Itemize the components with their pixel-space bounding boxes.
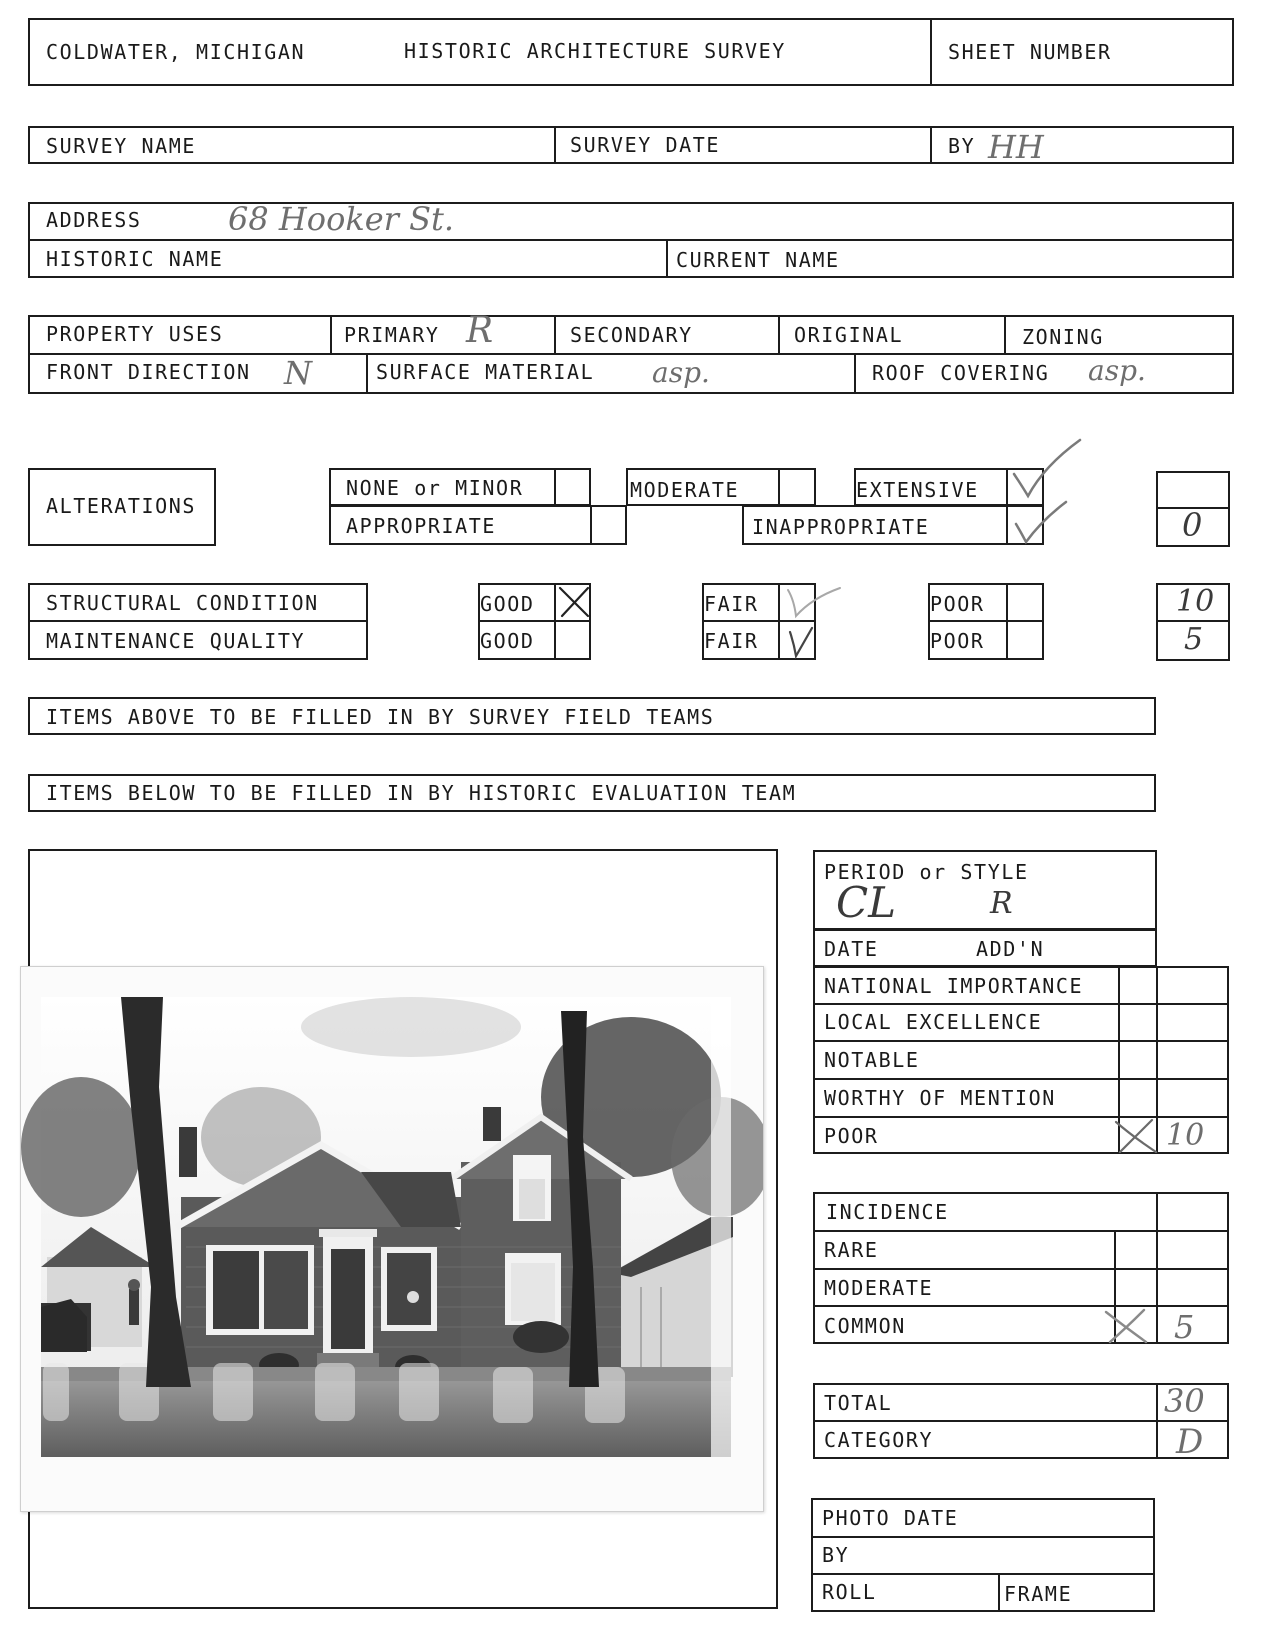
- inappropriate-label: INAPPROPRIATE: [752, 515, 930, 539]
- photo-by-label: BY: [822, 1543, 850, 1567]
- structural-poor-label: POOR: [930, 592, 985, 616]
- inappropriate-check-mark: [1012, 498, 1072, 548]
- roof-covering-value: asp.: [1088, 354, 1146, 387]
- frame-label: FRAME: [1004, 1582, 1073, 1606]
- importance-row-3: [813, 1078, 1229, 1080]
- property-divider-2: [554, 315, 556, 353]
- property-divider-3: [778, 315, 780, 353]
- period-value-2: R: [990, 886, 1013, 921]
- poor-divider-h: [928, 620, 1044, 622]
- property-divider-h: [28, 353, 1234, 355]
- survey-by-value: HH: [988, 128, 1044, 166]
- zoning-label: ZONING: [1022, 325, 1104, 349]
- none-minor-label: NONE or MINOR: [346, 476, 524, 500]
- extensive-label: EXTENSIVE: [856, 478, 979, 502]
- incidence-label: INCIDENCE: [826, 1200, 949, 1224]
- front-direction-value: N: [284, 354, 312, 392]
- structural-score: 10: [1176, 584, 1215, 619]
- appropriate-label: APPROPRIATE: [346, 514, 497, 538]
- national-importance-label: NATIONAL IMPORTANCE: [824, 974, 1084, 998]
- roof-covering-label: ROOF COVERING: [872, 361, 1050, 385]
- total-value: 30: [1164, 1382, 1205, 1420]
- current-name-label: CURRENT NAME: [676, 248, 840, 272]
- house-photo-image: [21, 967, 763, 1511]
- address-label: ADDRESS: [46, 208, 142, 232]
- address-divider-h: [28, 239, 1234, 241]
- maintenance-fair-check-mark: [786, 622, 822, 662]
- alterations-label: ALTERATIONS: [46, 494, 197, 518]
- property-divider-6: [854, 353, 856, 394]
- appropriate-divider: [590, 505, 592, 545]
- surface-material-label: SURFACE MATERIAL: [376, 360, 595, 384]
- structural-fair-label: FAIR: [704, 592, 759, 616]
- survey-divider-1: [554, 126, 556, 164]
- items-below-note: ITEMS BELOW TO BE FILLED IN BY HISTORIC EVALUATION TEAM: [46, 781, 797, 805]
- alterations-score: 0: [1182, 506, 1203, 544]
- structural-good-label: GOOD: [480, 592, 535, 616]
- photo-info-row-2: [811, 1573, 1155, 1575]
- incidence-row-3: [813, 1305, 1229, 1307]
- property-divider-4: [1004, 315, 1006, 353]
- moderate-alt-divider: [778, 468, 780, 506]
- rare-label: RARE: [824, 1238, 879, 1262]
- maintenance-good-label: GOOD: [480, 629, 535, 653]
- address-divider-v: [666, 239, 668, 278]
- common-x-mark: [1100, 1308, 1156, 1344]
- roll-label: ROLL: [822, 1580, 877, 1604]
- property-divider-5: [366, 353, 368, 394]
- poor-divider-v: [1006, 583, 1008, 660]
- none-minor-divider: [554, 468, 556, 506]
- header-title: HISTORIC ARCHITECTURE SURVEY: [404, 39, 786, 63]
- totals-row: [813, 1420, 1229, 1422]
- good-divider-h: [478, 620, 591, 622]
- survey-divider-2: [930, 126, 932, 164]
- photo-date-label: PHOTO DATE: [822, 1506, 959, 1530]
- inappropriate-divider: [1006, 505, 1008, 545]
- survey-name-label: SURVEY NAME: [46, 134, 197, 158]
- maintenance-fair-label: FAIR: [704, 629, 759, 653]
- incidence-row-2: [813, 1268, 1229, 1270]
- maintenance-poor-label: POOR: [930, 629, 985, 653]
- extensive-divider: [1006, 468, 1008, 506]
- incidence-row-1: [813, 1230, 1229, 1232]
- maintenance-quality-label: MAINTENANCE QUALITY: [46, 629, 306, 653]
- condition-label-divider: [28, 620, 368, 622]
- structural-good-x-mark: [556, 584, 592, 620]
- sheet-number-label: SHEET NUMBER: [948, 40, 1112, 64]
- historic-name-label: HISTORIC NAME: [46, 247, 224, 271]
- address-value: 68 Hooker St.: [228, 200, 455, 238]
- front-direction-label: FRONT DIRECTION: [46, 360, 251, 384]
- secondary-label: SECONDARY: [570, 323, 693, 347]
- photo-info-row-1: [811, 1536, 1155, 1538]
- period-value-1: CL: [836, 878, 897, 927]
- moderate-alt-label: MODERATE: [630, 478, 740, 502]
- poor-importance-label: POOR: [824, 1124, 879, 1148]
- surface-material-value: asp.: [652, 356, 710, 389]
- extensive-check-mark: [1010, 436, 1090, 506]
- header-divider: [930, 18, 932, 86]
- original-label: ORIGINAL: [794, 323, 904, 347]
- date-label: DATE: [824, 937, 879, 961]
- importance-row-2: [813, 1040, 1229, 1042]
- common-label: COMMON: [824, 1314, 906, 1338]
- house-photograph: [20, 966, 764, 1512]
- worthy-of-mention-label: WORTHY OF MENTION: [824, 1086, 1056, 1110]
- poor-importance-score: 10: [1166, 1118, 1205, 1153]
- addn-label: ADD'N: [976, 937, 1045, 961]
- property-divider-1: [330, 315, 332, 353]
- structural-condition-label: STRUCTURAL CONDITION: [46, 591, 319, 615]
- survey-date-label: SURVEY DATE: [570, 133, 721, 157]
- primary-label: PRIMARY: [344, 323, 440, 347]
- property-uses-label: PROPERTY USES: [46, 322, 224, 346]
- total-label: TOTAL: [824, 1391, 893, 1415]
- notable-label: NOTABLE: [824, 1048, 920, 1072]
- header-city: COLDWATER, MICHIGAN: [46, 40, 306, 64]
- maintenance-score: 5: [1184, 622, 1204, 657]
- items-above-note: ITEMS ABOVE TO BE FILLED IN BY SURVEY FIELD TEAMS: [46, 705, 715, 729]
- local-excellence-label: LOCAL EXCELLENCE: [824, 1010, 1043, 1034]
- photo-info-col: [998, 1573, 1000, 1612]
- fair-divider-v: [778, 583, 780, 660]
- moderate-incidence-label: MODERATE: [824, 1276, 934, 1300]
- category-label: CATEGORY: [824, 1428, 934, 1452]
- category-value: D: [1176, 1422, 1204, 1462]
- primary-value: R: [466, 310, 494, 351]
- poor-importance-x-mark: [1112, 1118, 1162, 1154]
- period-style-label: PERIOD or STYLE: [824, 860, 1029, 884]
- common-score: 5: [1174, 1308, 1195, 1346]
- survey-by-label: BY: [948, 134, 976, 158]
- importance-row-1: [813, 1003, 1229, 1005]
